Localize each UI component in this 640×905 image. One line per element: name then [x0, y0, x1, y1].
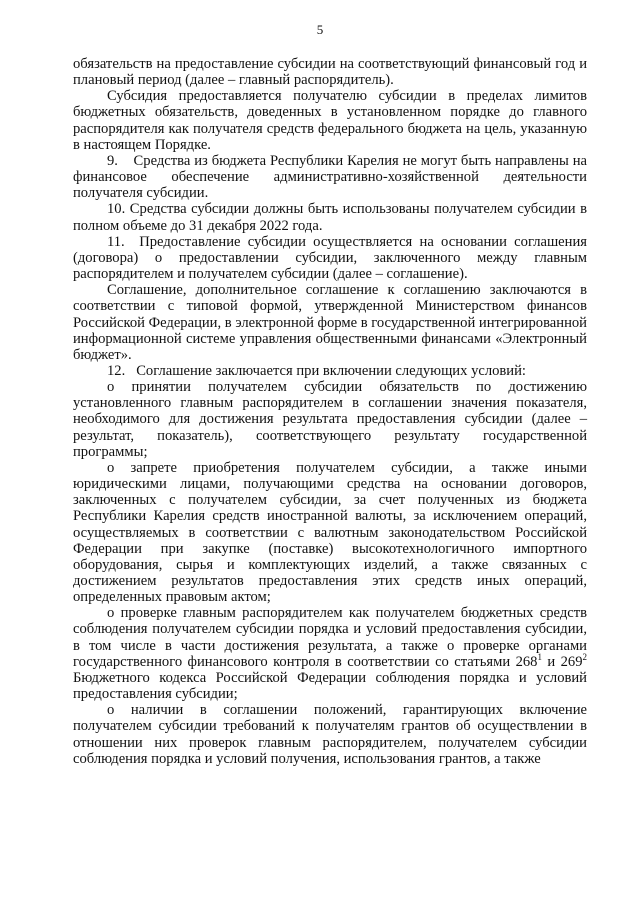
- paragraph-condition-currency: о запрете приобретения получателем субсидии, а также иными юридическими лицами, получающими средства на основании договоров, заключенных с получателем субсидии, за счет полученных из бюджета Республики Карелия средств иностранной валюты, за исключением операций, осуществляемых в соответствии с валютным законодательством Российской Федерации при закупке (поставке) высокотехнологичного импортного оборудования, сырья и комплектующих изделий, а также связанных с достижением результатов предоставления этих средств иных операций, определенных правовым актом;: [73, 459, 587, 606]
- paragraph-continuation: обязательств на предоставление субсидии на соответствующий финансовый год и плановый период (далее – главный распорядитель).: [73, 56, 587, 89]
- paragraph-condition-verification: [73, 605, 587, 702]
- paragraph-subsidy-limits: Субсидия предоставляется получателю субсидии в пределах лимитов бюджетных обязательств, доведенных в установленном порядке до главного распорядителя как получателя средств федерального бюджета на цель, указанную в настоящем Порядке.: [73, 88, 587, 153]
- verification-text-part1: о проверке главным распорядителем как получателем бюджетных средств соблюдения получателем субсидии порядка и условий предоставления субсидии, в том числе в части достижения результата, а также о проверке органами государственного финансового контроля в соответствии со статьями 268: [73, 605, 587, 670]
- page-number: 5: [316, 22, 324, 37]
- paragraph-item-11: 11. Предоставление субсидии осуществляется на основании соглашения (договора) о предоставлении субсидии, заключенного между главным распорядителем и получателем субсидии (далее – соглашение).: [73, 233, 587, 283]
- paragraph-agreement-form: Соглашение, дополнительное соглашение к соглашению заключаются в соответствии с типовой формой, утвержденной Министерством финансов Российской Федерации, в электронной форме в государственной интегрированной информационной системе управления общественными финансами «Электронный бюджет».: [73, 282, 587, 363]
- verification-text-part3: Бюджетного кодекса Российской Федерации соблюдения порядка и условий предоставления субсидии;: [73, 669, 587, 703]
- superscript-1: 1: [537, 651, 542, 662]
- document-body: [73, 56, 587, 767]
- verification-text-part2: и 269: [541, 653, 583, 670]
- paragraph-condition-obligations: о принятии получателем субсидии обязательств по достижению установленного главным распорядителем в соглашении значения показателя, необходимого для достижения результата предоставления субсидии (далее – результат, показатель), соответствующего результату государственной программы;: [73, 379, 587, 460]
- superscript-2: 2: [582, 651, 588, 662]
- paragraph-condition-grants: о наличии в соглашении положений, гарантирующих включение получателем субсидии требований к получателям грантов об осуществлении в отношении них проверок главным распорядителем, получателем субсидии соблюдения порядка и условий получения, использования грантов, а также: [73, 702, 587, 767]
- paragraph-item-9: 9. Средства из бюджета Республики Карелия не могут быть направлены на финансовое обеспечение административно-хозяйственной деятельности получателя субсидии.: [73, 152, 587, 202]
- paragraph-item-10: 10. Средства субсидии должны быть использованы получателем субсидии в полном объеме до 31 декабря 2022 года.: [73, 201, 587, 234]
- paragraph-item-12: 12. Соглашение заключается при включении следующих условий:: [107, 362, 526, 379]
